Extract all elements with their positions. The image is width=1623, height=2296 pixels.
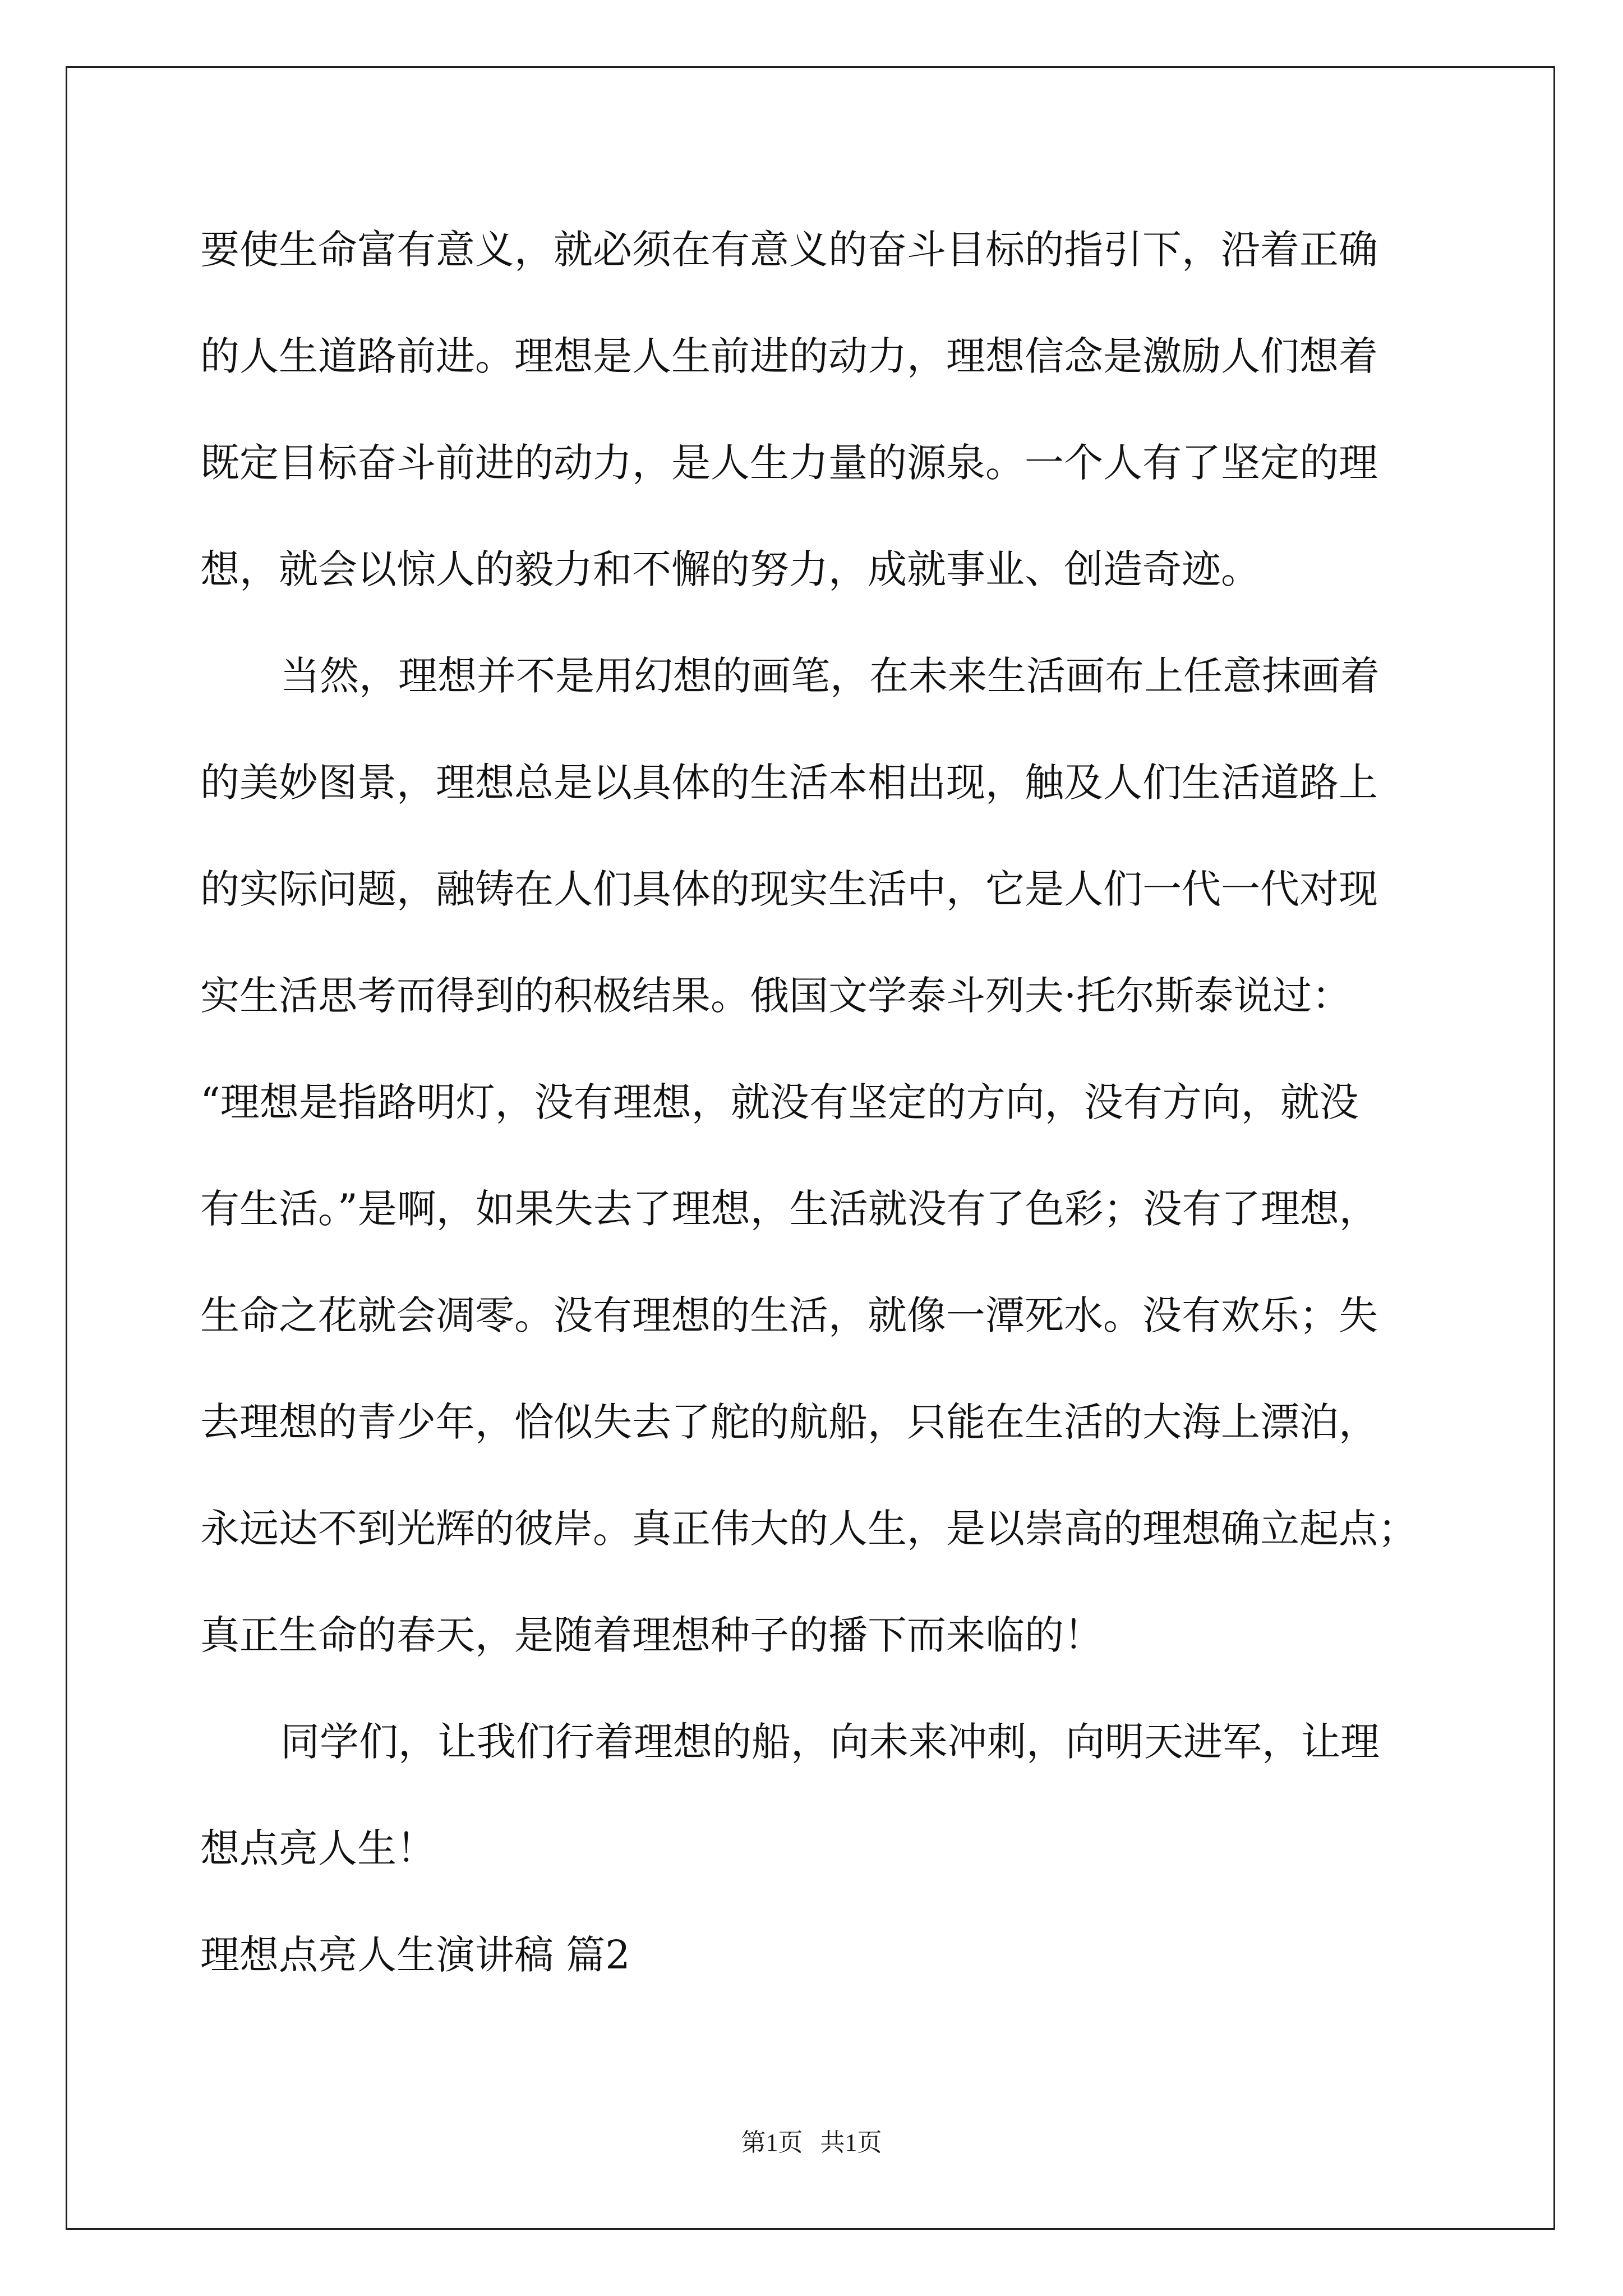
paragraph-line: “理想是指路明灯，没有理想，就没有坚定的方向，没有方向，就没 (200, 1079, 1359, 1125)
paragraph-line: 要使生命富有意义，就必须在有意义的奋斗目标的指引下，沿着正确 (200, 227, 1378, 273)
paragraph-line: 想点亮人生！ (200, 1825, 436, 1871)
paragraph-line: 有生活。”是啊，如果失去了理想，生活就没有了色彩；没有了理想， (200, 1186, 1378, 1232)
paragraph-line: 的美妙图景，理想总是以具体的生活本相出现，触及人们生活道路上 (200, 760, 1378, 806)
page-footer (0, 2126, 1623, 2160)
paragraph-line: 去理想的青少年，恰似失去了舵的航船，只能在生活的大海上漂泊， (200, 1399, 1378, 1445)
section-heading: 理想点亮人生演讲稿 篇2 (200, 1932, 630, 1978)
paragraph-line: 同学们，让我们行着理想的船，向未来冲刺，向明天进军，让理 (280, 1719, 1380, 1765)
paragraph-line: 真正生命的春天，是随着理想种子的播下而来临的！ (200, 1612, 1103, 1658)
paragraph-line: 想，就会以惊人的毅力和不懈的努力，成就事业、创造奇迹。 (200, 546, 1260, 592)
paragraph-line: 生命之花就会凋零。没有理想的生活，就像一潭死水。没有欢乐；失 (200, 1292, 1378, 1338)
paragraph-line: 永远达不到光辉的彼岸。真正伟大的人生，是以崇高的理想确立起点； (200, 1506, 1417, 1552)
paragraph-line: 的人生道路前进。理想是人生前进的动力，理想信念是激励人们想着 (200, 333, 1378, 379)
page-border (66, 66, 1555, 2230)
paragraph-line: 当然，理想并不是用幻想的画笔，在未来生活画布上任意抹画着 (280, 653, 1380, 699)
paragraph-line: 既定目标奋斗前进的动力，是人生力量的源泉。一个人有了坚定的理 (200, 440, 1378, 486)
page-total: 共1页 (820, 2129, 882, 2156)
paragraph-line: 实生活思考而得到的积极结果。俄国文学泰斗列夫·托尔斯泰说过： (200, 973, 1352, 1019)
page-number: 第1页 (741, 2129, 803, 2156)
paragraph-line: 的实际问题，融铸在人们具体的现实生活中，它是人们一代一代对现 (200, 866, 1378, 912)
